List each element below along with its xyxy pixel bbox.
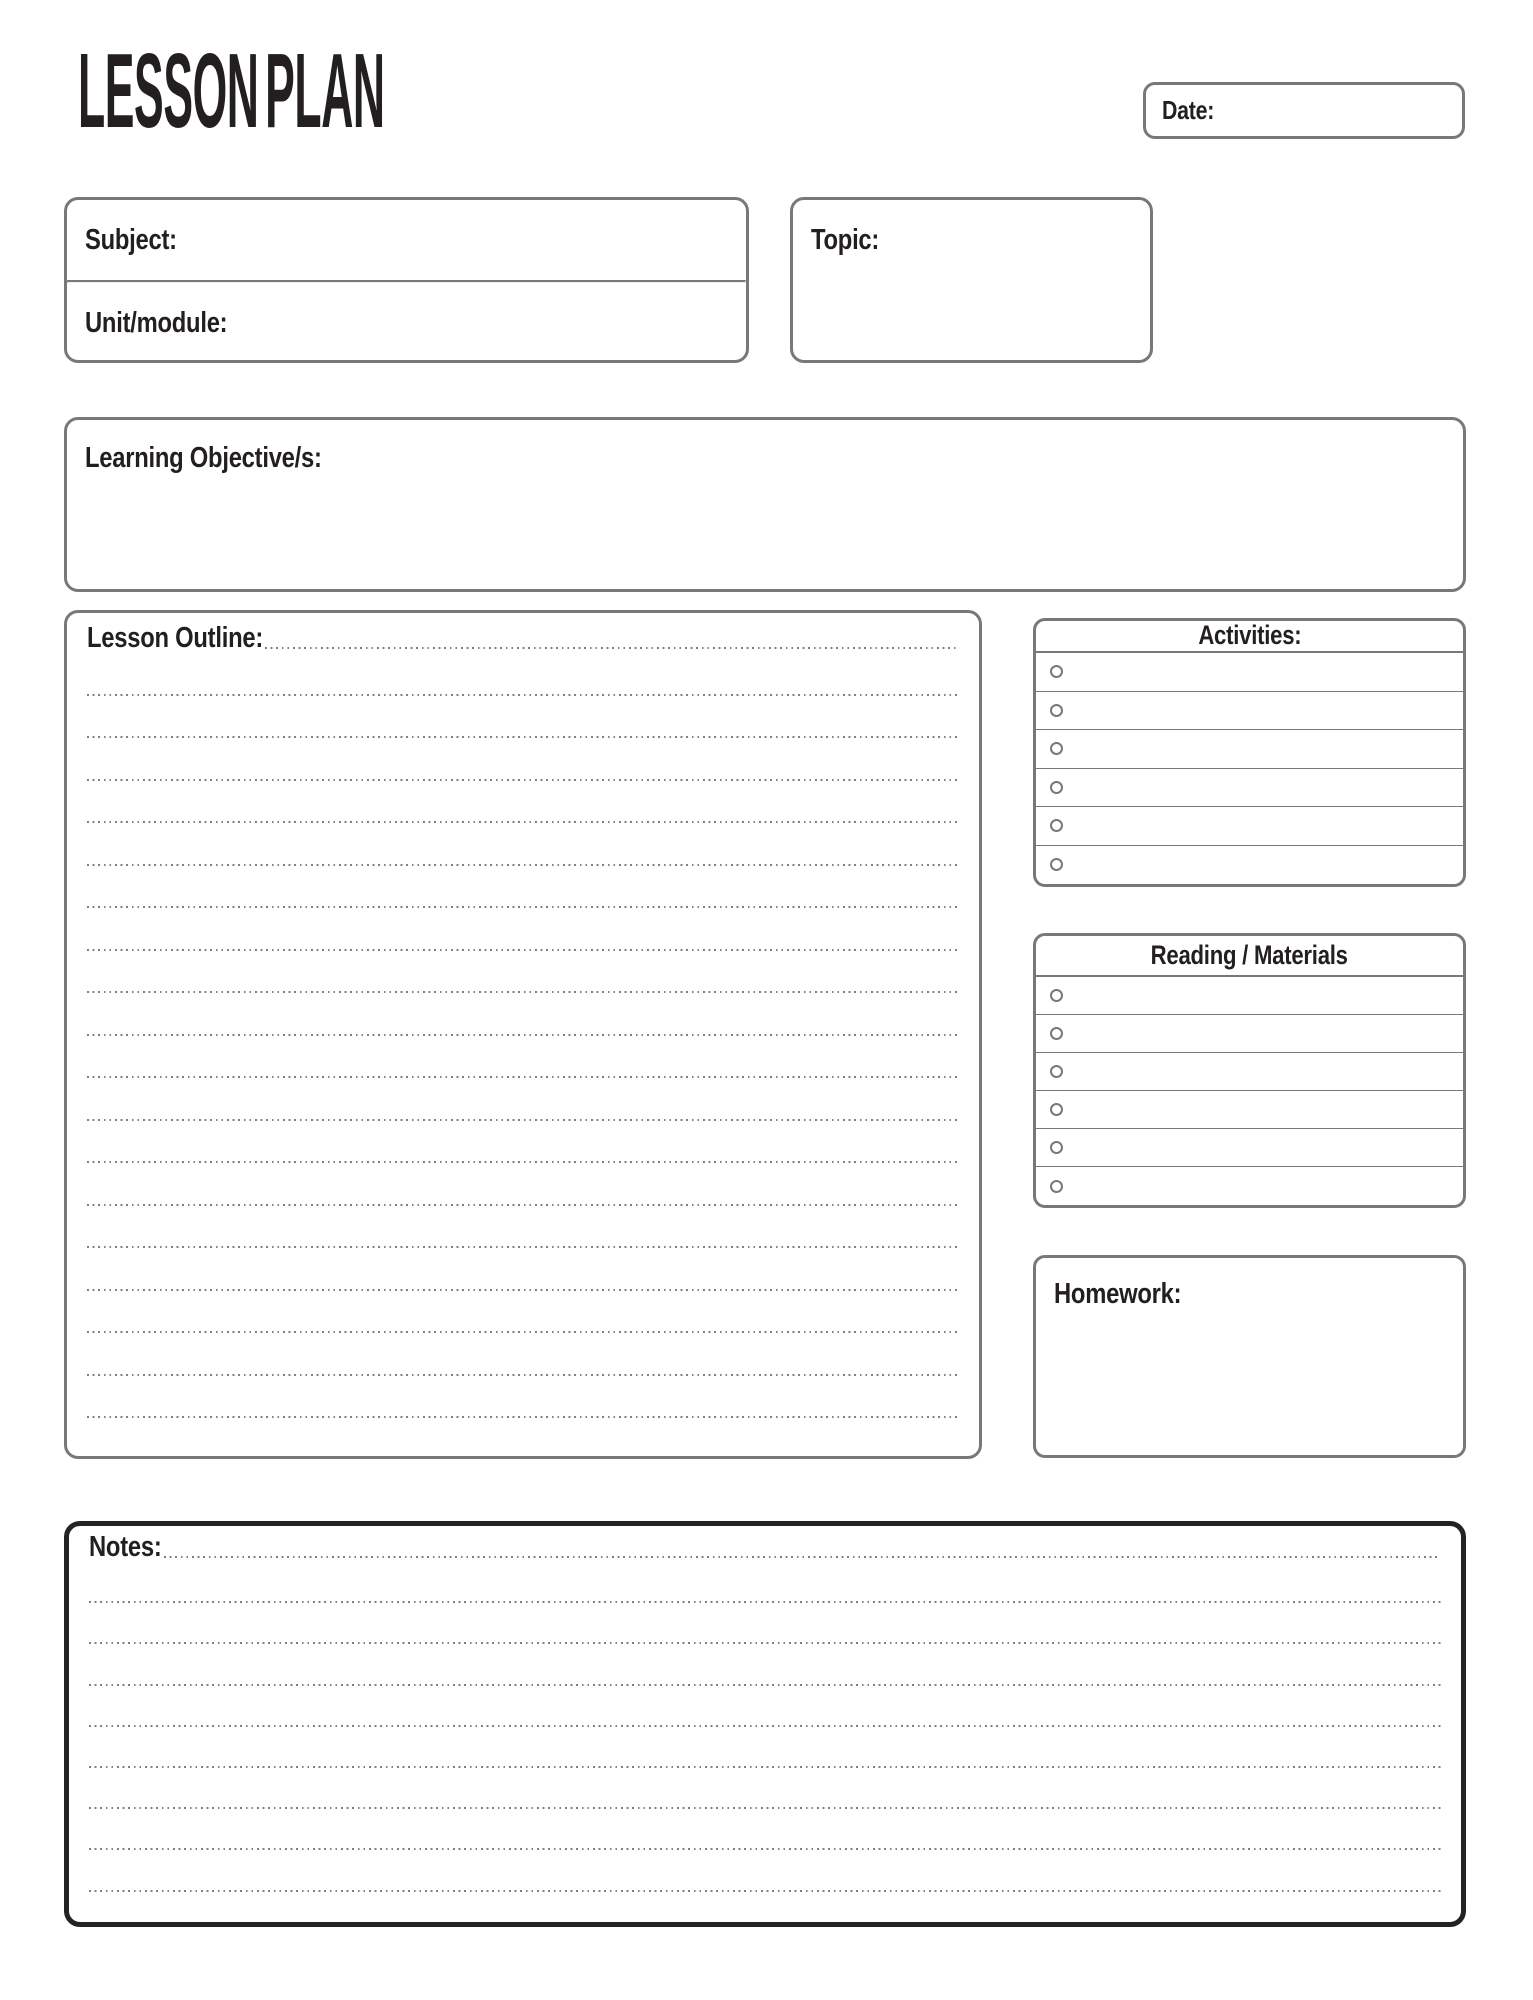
circle-bullet-icon[interactable] bbox=[1050, 704, 1063, 717]
reading-materials-header bbox=[1036, 936, 1463, 977]
reading-materials-row[interactable] bbox=[1036, 1091, 1463, 1129]
notes-label-row[interactable] bbox=[89, 1526, 1441, 1562]
outline-writing-line[interactable] bbox=[87, 951, 959, 994]
outline-writing-line[interactable] bbox=[87, 866, 959, 909]
activities-row[interactable] bbox=[1036, 730, 1463, 769]
outline-writing-line[interactable] bbox=[87, 781, 959, 824]
subject-field[interactable] bbox=[67, 200, 746, 280]
circle-bullet-icon[interactable] bbox=[1050, 665, 1063, 678]
notes-label: Notes: bbox=[89, 1531, 162, 1563]
notes-writing-line[interactable] bbox=[89, 1850, 1441, 1891]
reading-materials-row[interactable] bbox=[1036, 1015, 1463, 1053]
learning-objectives-box[interactable] bbox=[64, 417, 1466, 592]
lesson-outline-label-row[interactable] bbox=[87, 613, 959, 653]
outline-writing-line[interactable] bbox=[87, 1078, 959, 1121]
notes-writing-line[interactable] bbox=[89, 1768, 1441, 1809]
homework-label: Homework: bbox=[1054, 1278, 1182, 1310]
outline-writing-line[interactable] bbox=[87, 1333, 959, 1376]
activities-row[interactable] bbox=[1036, 692, 1463, 731]
circle-bullet-icon[interactable] bbox=[1050, 819, 1063, 832]
subject-unit-box bbox=[64, 197, 749, 363]
outline-writing-line[interactable] bbox=[87, 823, 959, 866]
outline-writing-line[interactable] bbox=[87, 696, 959, 739]
reading-materials-box bbox=[1033, 933, 1466, 1208]
notes-box bbox=[64, 1521, 1466, 1927]
circle-bullet-icon[interactable] bbox=[1050, 742, 1063, 755]
unit-module-field[interactable] bbox=[67, 283, 746, 363]
outline-writing-line[interactable] bbox=[87, 1036, 959, 1079]
learning-objectives-label: Learning Objective/s: bbox=[85, 442, 322, 474]
date-label: Date: bbox=[1162, 95, 1215, 125]
subject-label: Subject: bbox=[85, 223, 177, 256]
notes-writing-line[interactable] bbox=[89, 1562, 1441, 1603]
circle-bullet-icon[interactable] bbox=[1050, 858, 1063, 871]
reading-materials-title: Reading / Materials bbox=[1150, 940, 1349, 970]
notes-writing-line[interactable] bbox=[89, 1727, 1441, 1768]
reading-materials-row[interactable] bbox=[1036, 1053, 1463, 1091]
reading-materials-row[interactable] bbox=[1036, 977, 1463, 1015]
homework-field-box[interactable] bbox=[1033, 1255, 1466, 1458]
lesson-outline-label: Lesson Outline: bbox=[87, 622, 264, 654]
activities-row[interactable] bbox=[1036, 653, 1463, 692]
outline-writing-line[interactable] bbox=[87, 908, 959, 951]
outline-writing-line[interactable] bbox=[87, 653, 959, 696]
outline-writing-line[interactable] bbox=[87, 993, 959, 1036]
circle-bullet-icon[interactable] bbox=[1050, 989, 1063, 1002]
circle-bullet-icon[interactable] bbox=[1050, 1065, 1063, 1078]
topic-label: Topic: bbox=[811, 224, 880, 256]
activities-box bbox=[1033, 618, 1466, 887]
circle-bullet-icon[interactable] bbox=[1050, 1027, 1063, 1040]
outline-writing-line[interactable] bbox=[87, 1291, 959, 1334]
circle-bullet-icon[interactable] bbox=[1050, 1141, 1063, 1154]
reading-materials-row[interactable] bbox=[1036, 1167, 1463, 1205]
dotted-writing-line bbox=[265, 647, 959, 649]
circle-bullet-icon[interactable] bbox=[1050, 1103, 1063, 1116]
reading-materials-row[interactable] bbox=[1036, 1129, 1463, 1167]
notes-writing-line[interactable] bbox=[89, 1603, 1441, 1644]
outline-writing-line[interactable] bbox=[87, 1163, 959, 1206]
outline-writing-line[interactable] bbox=[87, 1248, 959, 1291]
activities-row[interactable] bbox=[1036, 807, 1463, 846]
notes-writing-line[interactable] bbox=[89, 1809, 1441, 1850]
activities-row[interactable] bbox=[1036, 846, 1463, 885]
notes-writing-line[interactable] bbox=[89, 1686, 1441, 1727]
topic-field-box[interactable] bbox=[790, 197, 1153, 363]
outline-writing-line[interactable] bbox=[87, 1206, 959, 1249]
page-title: LESSON PLAN bbox=[78, 32, 385, 150]
activities-title: Activities: bbox=[1197, 620, 1302, 650]
outline-writing-line[interactable] bbox=[87, 738, 959, 781]
outline-writing-line[interactable] bbox=[87, 1121, 959, 1164]
activities-row[interactable] bbox=[1036, 769, 1463, 808]
lesson-outline-box bbox=[64, 610, 982, 1459]
circle-bullet-icon[interactable] bbox=[1050, 1180, 1063, 1193]
unit-module-label: Unit/module: bbox=[85, 306, 228, 339]
notes-writing-line[interactable] bbox=[89, 1644, 1441, 1685]
date-field-box[interactable] bbox=[1143, 82, 1465, 139]
dotted-writing-line bbox=[164, 1556, 1441, 1558]
outline-writing-line[interactable] bbox=[87, 1376, 959, 1419]
activities-header bbox=[1036, 621, 1463, 653]
circle-bullet-icon[interactable] bbox=[1050, 781, 1063, 794]
